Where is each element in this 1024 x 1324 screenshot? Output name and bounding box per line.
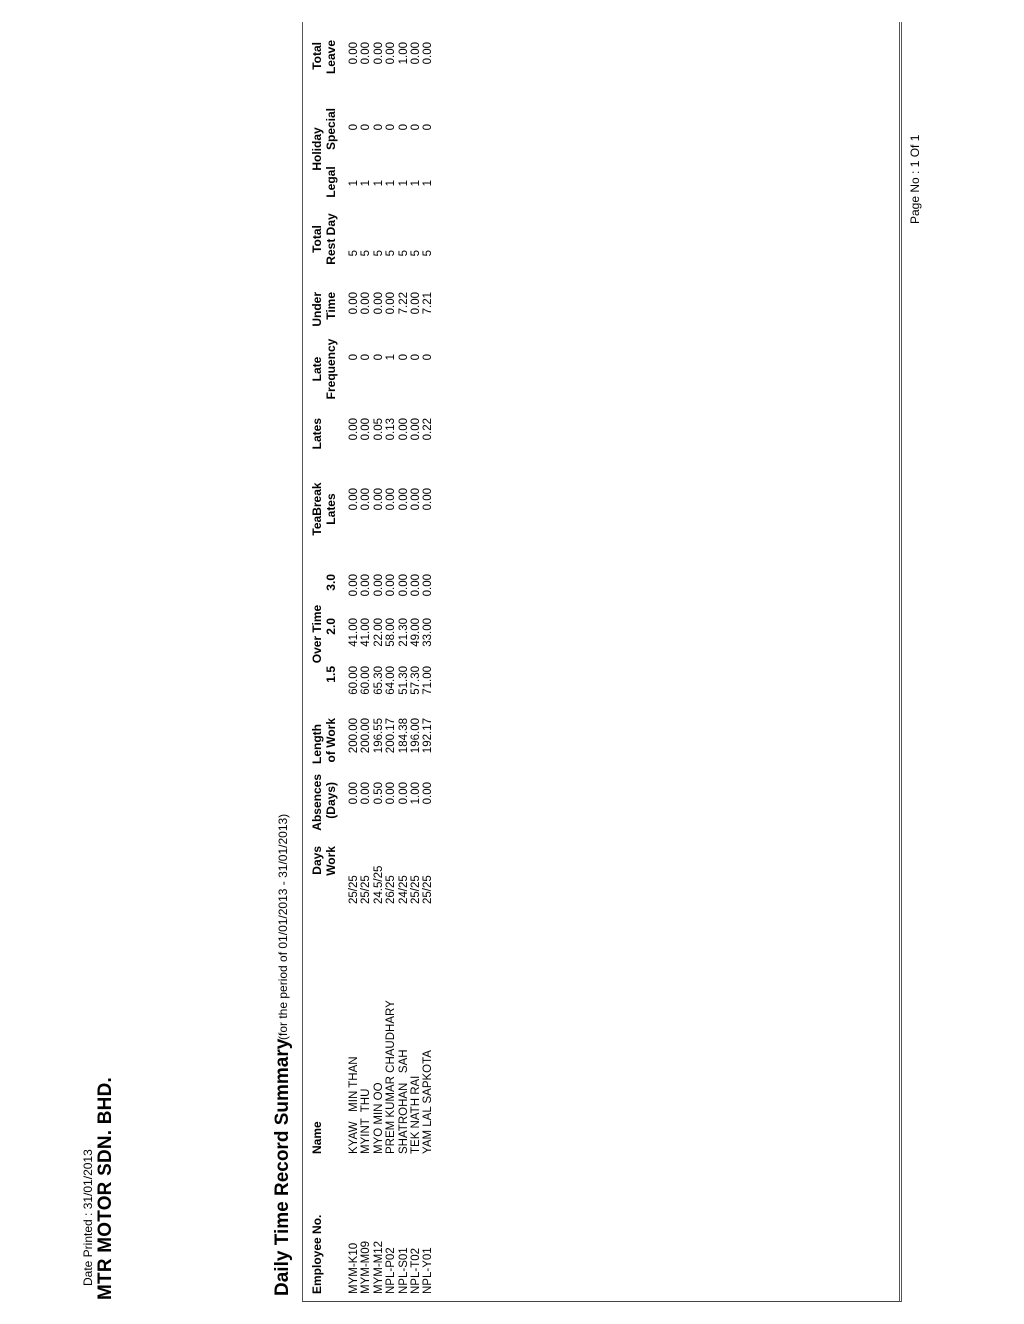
cell-ot20: 58.00 <box>385 618 398 647</box>
cell-legal: 1 <box>348 180 360 187</box>
cell-emp: NPL-S01 <box>397 1247 410 1294</box>
cell-under: 7.21 <box>422 292 435 315</box>
cell-teabreak: 0.00 <box>360 488 373 511</box>
report-period: (for the period of 01/01/2013 - 31/01/2013) <box>276 813 290 1040</box>
cell-absences: 0.00 <box>348 782 360 805</box>
cell-lates: 0.00 <box>397 418 410 441</box>
cell-length: 196.00 <box>410 718 422 754</box>
cell-emp: NPL-Y01 <box>422 1247 435 1294</box>
table-top-rule <box>302 22 303 1302</box>
cell-under: 0.00 <box>360 292 373 315</box>
cell-special: 0 <box>422 124 435 131</box>
cell-name: TEK NATH RAI <box>410 1075 422 1154</box>
cell-ot30: 0.00 <box>410 574 422 597</box>
cell-ot30: 0.00 <box>397 574 410 597</box>
cell-latefreq: 0 <box>360 354 373 361</box>
cell-absences: 0.00 <box>397 782 410 805</box>
cell-lates: 0.00 <box>410 418 422 441</box>
cell-lates: 0.22 <box>422 418 435 441</box>
cell-legal: 1 <box>385 180 398 187</box>
cell-latefreq: 0 <box>397 354 410 361</box>
cell-ot30: 0.00 <box>348 574 360 597</box>
cell-length: 200.00 <box>348 718 360 754</box>
cell-ot15: 71.00 <box>422 666 435 695</box>
footer-rule <box>899 22 900 1302</box>
cell-lates: 0.13 <box>385 418 398 441</box>
table-bottom-rule <box>901 22 902 1302</box>
report-title: Daily Time Record Summary <box>272 1038 293 1296</box>
cell-ot30: 0.00 <box>372 574 385 597</box>
cell-special: 0 <box>385 124 398 131</box>
cell-under: 7.22 <box>397 292 410 315</box>
cell-legal: 1 <box>410 180 422 187</box>
cell-restday: 5 <box>422 250 435 257</box>
cell-days: 25/25 <box>348 875 360 904</box>
cell-ot15: 60.00 <box>360 666 373 695</box>
cell-leave: 0.00 <box>348 42 360 65</box>
cell-teabreak: 0.00 <box>385 488 398 511</box>
cell-restday: 5 <box>360 250 373 257</box>
col-header-under: Under <box>310 292 324 327</box>
cell-ot20: 41.00 <box>348 618 360 647</box>
cell-absences: 0.00 <box>422 782 435 805</box>
cell-length: 192.17 <box>422 718 435 754</box>
cell-ot15: 65.30 <box>372 666 385 695</box>
cell-absences: 0.50 <box>372 782 385 805</box>
cell-days: 26/25 <box>385 875 398 904</box>
col-header-length: Length <box>310 724 324 764</box>
col-header-employee-no: Employee No. <box>310 1214 324 1294</box>
cell-lates: 0.00 <box>360 418 373 441</box>
cell-restday: 5 <box>397 250 410 257</box>
cell-under: 0.00 <box>410 292 422 315</box>
cell-under: 0.00 <box>348 292 360 315</box>
col-header-total-leave: Total <box>310 42 324 70</box>
cell-emp: MYM-M09 <box>360 1240 373 1294</box>
cell-latefreq: 0 <box>422 354 435 361</box>
col-header-absences: Absences <box>310 774 324 831</box>
cell-absences: 1.00 <box>410 782 422 805</box>
cell-ot30: 0.00 <box>360 574 373 597</box>
cell-latefreq: 1 <box>385 354 398 361</box>
company-name: MTR MOTOR SDN. BHD. <box>95 1077 116 1300</box>
col-header-days: Days <box>310 846 324 875</box>
col-header-name: Name <box>310 1121 324 1154</box>
cell-leave: 0.00 <box>410 42 422 65</box>
col-header-legal: Legal <box>324 166 338 198</box>
cell-special: 0 <box>360 124 373 131</box>
cell-length: 196.55 <box>372 718 385 754</box>
cell-special: 0 <box>397 124 410 131</box>
cell-ot30: 0.00 <box>385 574 398 597</box>
cell-leave: 0.00 <box>360 42 373 65</box>
col-header-holiday: Holiday <box>310 127 324 171</box>
cell-name: KYAW MIN THAN <box>348 1056 360 1154</box>
col-header-late-sub: Frequency <box>324 338 338 400</box>
cell-teabreak: 0.00 <box>397 488 410 511</box>
col-header-under-sub: Time <box>324 292 338 320</box>
cell-special: 0 <box>348 124 360 131</box>
col-header-special: Special <box>324 107 338 151</box>
cell-days: 25/25 <box>360 875 373 904</box>
cell-latefreq: 0 <box>348 354 360 361</box>
cell-legal: 1 <box>360 180 373 187</box>
cell-days: 24.5/25 <box>372 865 385 904</box>
cell-absences: 0.00 <box>360 782 373 805</box>
col-header-restday: Total <box>310 225 324 253</box>
cell-leave: 1.00 <box>397 42 410 65</box>
cell-ot20: 49.00 <box>410 618 422 647</box>
cell-restday: 5 <box>372 250 385 257</box>
date-printed: Date Printed : 31/01/2013 <box>81 1149 95 1286</box>
cell-leave: 0.00 <box>422 42 435 65</box>
cell-days: 24/25 <box>397 875 410 904</box>
cell-ot15: 60.00 <box>348 666 360 695</box>
cell-latefreq: 0 <box>410 354 422 361</box>
col-header-teabreak-sub: Lates <box>324 493 338 525</box>
cell-restday: 5 <box>348 250 360 257</box>
col-header-absences-sub: (Days) <box>324 782 338 819</box>
col-header-ot-15: 1.5 <box>324 666 338 683</box>
cell-under: 0.00 <box>372 292 385 315</box>
cell-lates: 0.00 <box>348 418 360 441</box>
cell-ot20: 33.00 <box>422 618 435 647</box>
cell-ot20: 41.00 <box>360 618 373 647</box>
cell-name: PREM KUMAR CHAUDHARY <box>385 1000 398 1154</box>
col-header-teabreak: TeaBreak <box>310 482 324 536</box>
cell-legal: 1 <box>397 180 410 187</box>
cell-length: 184.38 <box>397 718 410 754</box>
cell-ot15: 57.30 <box>410 666 422 695</box>
cell-emp: NPL-T02 <box>410 1247 422 1294</box>
cell-leave: 0.00 <box>385 42 398 65</box>
cell-leave: 0.00 <box>372 42 385 65</box>
col-header-length-sub: of Work <box>324 718 338 763</box>
cell-ot20: 22.00 <box>372 618 385 647</box>
page-number: Page No : 1 Of 1 <box>908 134 922 224</box>
cell-name: MYO MIN OO <box>372 1082 385 1154</box>
cell-legal: 1 <box>422 180 435 187</box>
cell-ot30: 0.00 <box>422 574 435 597</box>
cell-emp: MYM-M12 <box>372 1240 385 1294</box>
cell-days: 25/25 <box>422 875 435 904</box>
col-header-ot-20: 2.0 <box>324 618 338 635</box>
col-header-ot-30: 3.0 <box>324 574 338 591</box>
cell-absences: 0.00 <box>385 782 398 805</box>
cell-name: YAM LAL SAPKOTA <box>422 1050 435 1154</box>
col-header-overtime: Over Time <box>310 604 324 664</box>
cell-ot15: 64.00 <box>385 666 398 695</box>
cell-days: 25/25 <box>410 875 422 904</box>
cell-ot20: 21.30 <box>397 618 410 647</box>
cell-teabreak: 0.00 <box>372 488 385 511</box>
cell-length: 200.00 <box>360 718 373 754</box>
col-header-days-sub: Work <box>324 846 338 876</box>
cell-ot15: 51.30 <box>397 666 410 695</box>
cell-teabreak: 0.00 <box>348 488 360 511</box>
cell-special: 0 <box>410 124 422 131</box>
cell-special: 0 <box>372 124 385 131</box>
cell-restday: 5 <box>410 250 422 257</box>
cell-teabreak: 0.00 <box>422 488 435 511</box>
cell-name: SHATROHAN SAH <box>397 1049 410 1154</box>
col-header-restday-sub: Rest Day <box>324 213 338 265</box>
cell-emp: NPL-P02 <box>385 1247 398 1294</box>
cell-teabreak: 0.00 <box>410 488 422 511</box>
cell-lates: 0.05 <box>372 418 385 441</box>
cell-length: 200.17 <box>385 718 398 754</box>
table-left-rule <box>302 1301 902 1302</box>
cell-legal: 1 <box>372 180 385 187</box>
col-header-lates: Lates <box>310 418 324 450</box>
cell-under: 0.00 <box>385 292 398 315</box>
cell-latefreq: 0 <box>372 354 385 361</box>
col-header-late: Late <box>310 356 324 382</box>
cell-name: MYINT THU <box>360 1088 373 1154</box>
cell-restday: 5 <box>385 250 398 257</box>
cell-emp: MYM-K10 <box>348 1242 360 1294</box>
col-header-total-leave-sub: Leave <box>324 40 338 75</box>
